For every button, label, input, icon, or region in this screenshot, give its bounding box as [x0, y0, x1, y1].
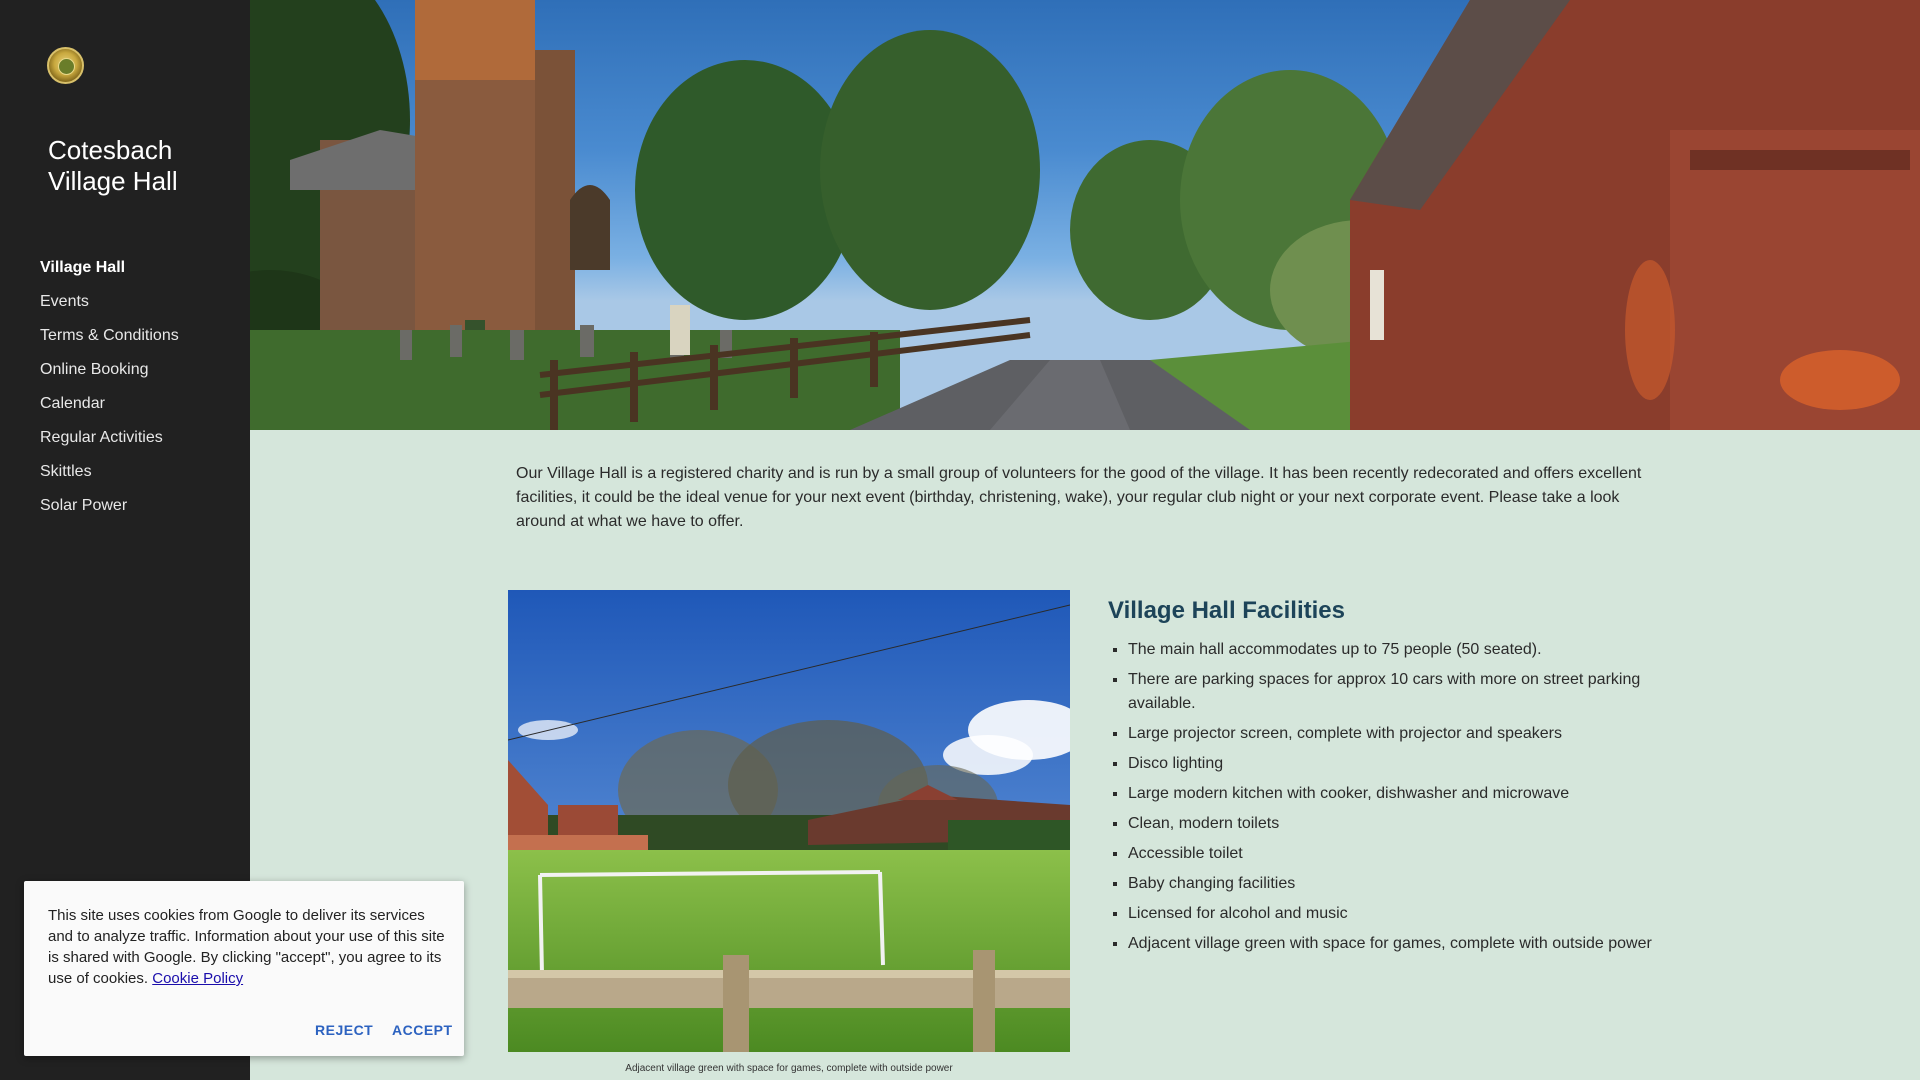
nav-item-terms-conditions[interactable]: Terms & Conditions	[40, 327, 179, 344]
facility-item: ▪ Licensed for alcohol and music	[1128, 902, 1668, 926]
nav-item-online-booking[interactable]: Online Booking	[40, 361, 149, 378]
village-green-photo	[508, 590, 1070, 1052]
village-green-illustration	[508, 590, 1070, 1052]
cookie-policy-link[interactable]: Cookie Policy	[152, 970, 244, 987]
facilities-heading: Village Hall Facilities	[1108, 597, 1345, 624]
nav-item-skittles[interactable]: Skittles	[40, 463, 92, 480]
nav-item-village-hall[interactable]: Village Hall	[40, 259, 126, 276]
cookie-message	[48, 905, 448, 989]
intro-paragraph: Our Village Hall is a registered charity and is run by a small group of volunteers for the good of the village. It has been recently redecorated and offers excellent facilities, it could be the ideal venue for your next event (birthday, christening, wake), your regular club night or your next corporate event. Please take a look around at what we have to offer.	[516, 465, 1642, 530]
site-title[interactable]: Cotesbach Village Hall	[48, 135, 178, 196]
facility-item: ▪ There are parking spaces for approx 10 cars with more on street parking available.	[1128, 668, 1668, 716]
facility-item: ▪ The main hall accommodates up to 75 people (50 seated).	[1128, 638, 1668, 662]
hero-image	[250, 0, 1920, 430]
village-crest-icon[interactable]	[47, 47, 84, 84]
facility-item: ▪ Large projector screen, complete with projector and speakers	[1128, 722, 1668, 746]
reject-button[interactable]: REJECT	[315, 1022, 374, 1038]
nav-item-solar-power[interactable]: Solar Power	[40, 497, 128, 514]
facility-item: ▪ Adjacent village green with space for games, complete with outside power	[1128, 932, 1668, 956]
facility-item: ▪ Clean, modern toilets	[1128, 812, 1668, 836]
accept-button[interactable]: ACCEPT	[392, 1022, 453, 1038]
facilities-list	[1128, 638, 1668, 962]
facility-item: ▪ Baby changing facilities	[1128, 872, 1668, 896]
sidebar-nav	[40, 256, 179, 528]
cookie-consent-dialog	[24, 881, 464, 1056]
facility-item: ▪ Large modern kitchen with cooker, dishwasher and microwave	[1128, 782, 1668, 806]
hero-village-street-illustration	[250, 0, 1920, 430]
facility-item: ▪ Accessible toilet	[1128, 842, 1668, 866]
nav-item-regular-activities[interactable]: Regular Activities	[40, 429, 163, 446]
photo-caption: Adjacent village green with space for games, complete with outside power	[625, 1063, 953, 1074]
nav-item-events[interactable]: Events	[40, 293, 89, 310]
cookie-message-text: This site uses cookies from Google to deliver its services and to analyze traffic. Information about your use of this site is shared with Google. By clicking "accept", you agree to its use of cookies.	[48, 907, 445, 987]
facility-item: ▪ Disco lighting	[1128, 752, 1668, 776]
nav-item-calendar[interactable]: Calendar	[40, 395, 105, 412]
